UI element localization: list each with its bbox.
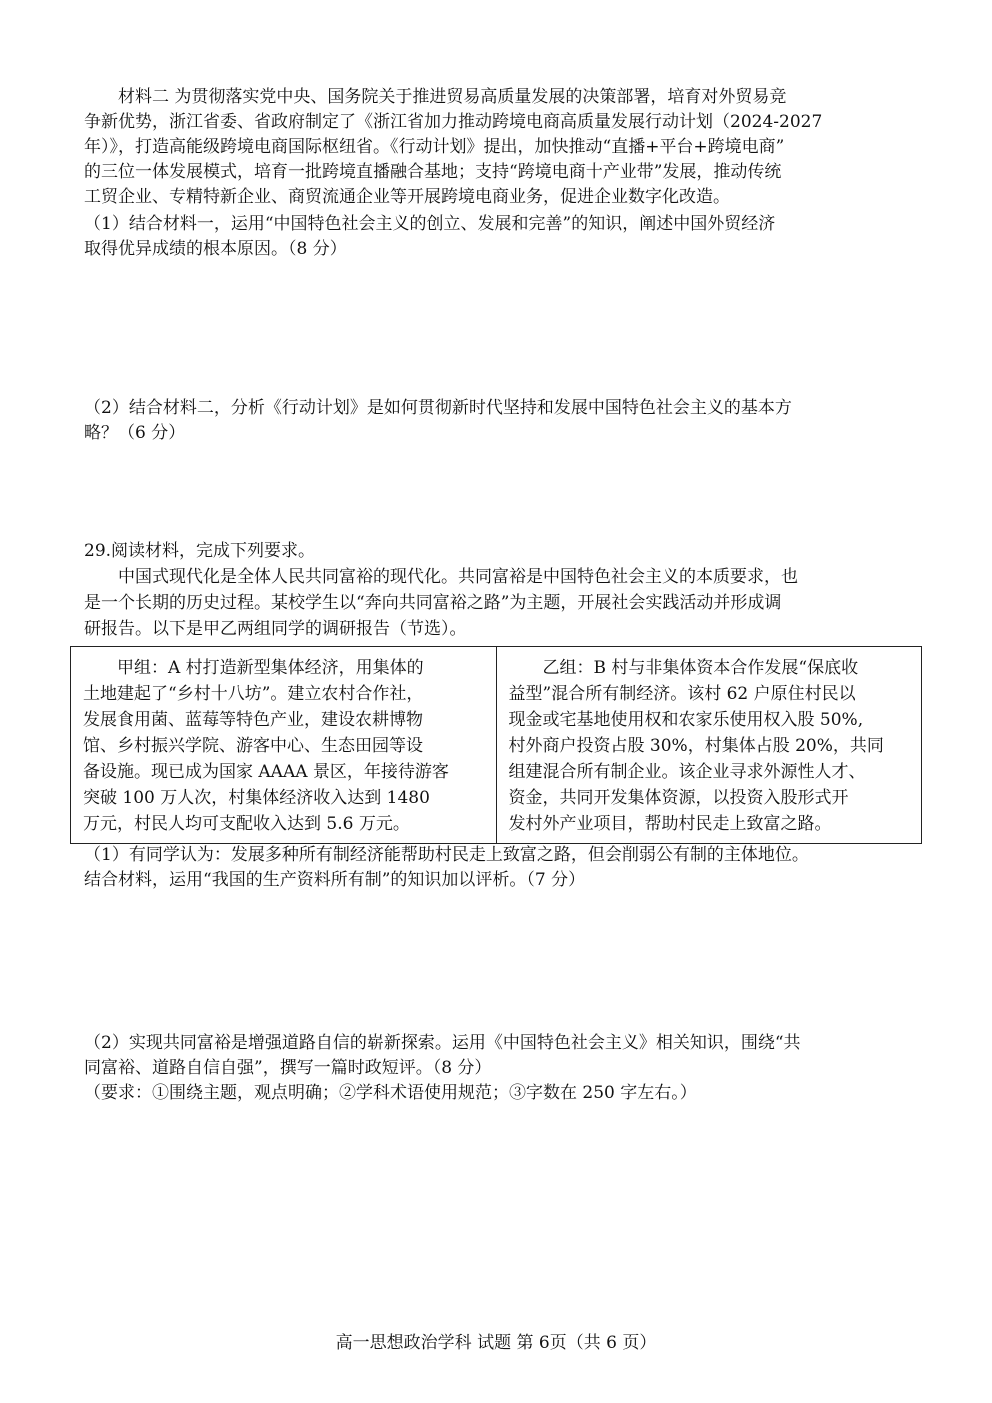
group-a-cell xyxy=(71,647,497,844)
survey-report-table xyxy=(70,646,922,844)
q29-1-line-1: （1）有同学认为：发展多种所有制经济能帮助村民走上致富之路，但会削弱公有制的主体地位。 xyxy=(84,845,809,865)
group-b-line: 乙组：B 村与非集体资本合作发展“保底收 xyxy=(542,658,859,678)
q28-2-line-2: 略？（6 分） xyxy=(84,423,186,443)
q29-2-line-1: （2）实现共同富裕是增强道路自信的崭新探索。运用《中国特色社会主义》相关知识，围绕“共 xyxy=(84,1033,801,1053)
group-a-line: 万元，村民人均可支配收入达到 5.6 万元。 xyxy=(83,814,410,834)
group-a-line: 发展食用菌、蓝莓等特色产业，建设农耕博物 xyxy=(83,710,423,730)
q29-1-line-2: 结合材料，运用“我国的生产资料所有制”的知识加以评析。（7 分） xyxy=(84,870,586,890)
q29-intro-line-1: 中国式现代化是全体人民共同富裕的现代化。共同富裕是中国特色社会主义的本质要求，也 xyxy=(118,567,798,587)
q29-title: 29.阅读材料，完成下列要求。 xyxy=(84,541,316,561)
q28-1-line-1: （1）结合材料一，运用“中国特色社会主义的创立、发展和完善”的知识，阐述中国外贸经济 xyxy=(84,214,776,234)
q29-2-line-2: 同富裕、道路自信自强”，撰写一篇时政短评。（8 分） xyxy=(84,1058,492,1078)
group-b-line: 资金，共同开发集体资源，以投资入股形式开 xyxy=(508,788,849,808)
group-b-line: 益型”混合所有制经济。该村 62 户原住村民以 xyxy=(508,684,856,704)
group-a-line: 备设施。现已成为国家 AAAA 景区，年接待游客 xyxy=(83,762,449,782)
q29-intro-line-3: 研报告。以下是甲乙两组同学的调研报告（节选）。 xyxy=(84,619,467,639)
material2-line-2: 争新优势，浙江省委、省政府制定了《浙江省加力推动跨境电商高质量发展行动计划（2024-2027 xyxy=(84,112,823,132)
q28-2-line-1: （2）结合材料二，分析《行动计划》是如何贯彻新时代坚持和发展中国特色社会主义的基本方 xyxy=(84,398,792,418)
group-b-line: 现金或宅基地使用权和农家乐使用权入股 50%, xyxy=(508,710,864,730)
group-a-line: 突破 100 万人次，村集体经济收入达到 1480 xyxy=(83,788,430,808)
material2-line-4: 的三位一体发展模式，培育一批跨境直播融合基地；支持“跨境电商十产业带”发展，推动传统 xyxy=(84,162,782,182)
group-a-line: 馆、乡村振兴学院、游客中心、生态田园等设 xyxy=(83,736,423,756)
group-a-line: 土地建起了“乡村十八坊”。建立农村合作社， xyxy=(83,684,424,704)
material2-line-1: 材料二 为贯彻落实党中央、国务院关于推进贸易高质量发展的决策部署，培育对外贸易竞 xyxy=(118,87,787,107)
material2-line-5: 工贸企业、专精特新企业、商贸流通企业等开展跨境电商业务，促进企业数字化改造。 xyxy=(84,187,730,207)
q28-1-line-2: 取得优异成绩的根本原因。（8 分） xyxy=(84,239,347,259)
group-b-line: 村外商户投资占股 30%，村集体占股 20%，共同 xyxy=(508,736,884,756)
group-b-line: 组建混合所有制企业。该企业寻求外源性人才、 xyxy=(508,762,866,782)
q29-2-requirements: （要求：①围绕主题，观点明确；②学科术语使用规范；③字数在 250 字左右。） xyxy=(84,1083,697,1103)
q29-intro-line-2: 是一个长期的历史过程。某校学生以“奔向共同富裕之路”为主题，开展社会实践活动并形成调 xyxy=(84,593,782,613)
group-b-cell xyxy=(496,647,922,844)
group-a-line: 甲组：A 村打造新型集体经济，用集体的 xyxy=(117,658,424,678)
group-b-line: 发村外产业项目，帮助村民走上致富之路。 xyxy=(508,814,832,834)
page-footer: 高一思想政治学科 试题 第 6页（共 6 页） xyxy=(335,1333,657,1353)
material2-line-3: 年）》，打造高能级跨境电商国际枢纽省。《行动计划》提出，加快推动“直播+平台+跨境电商” xyxy=(84,137,785,157)
